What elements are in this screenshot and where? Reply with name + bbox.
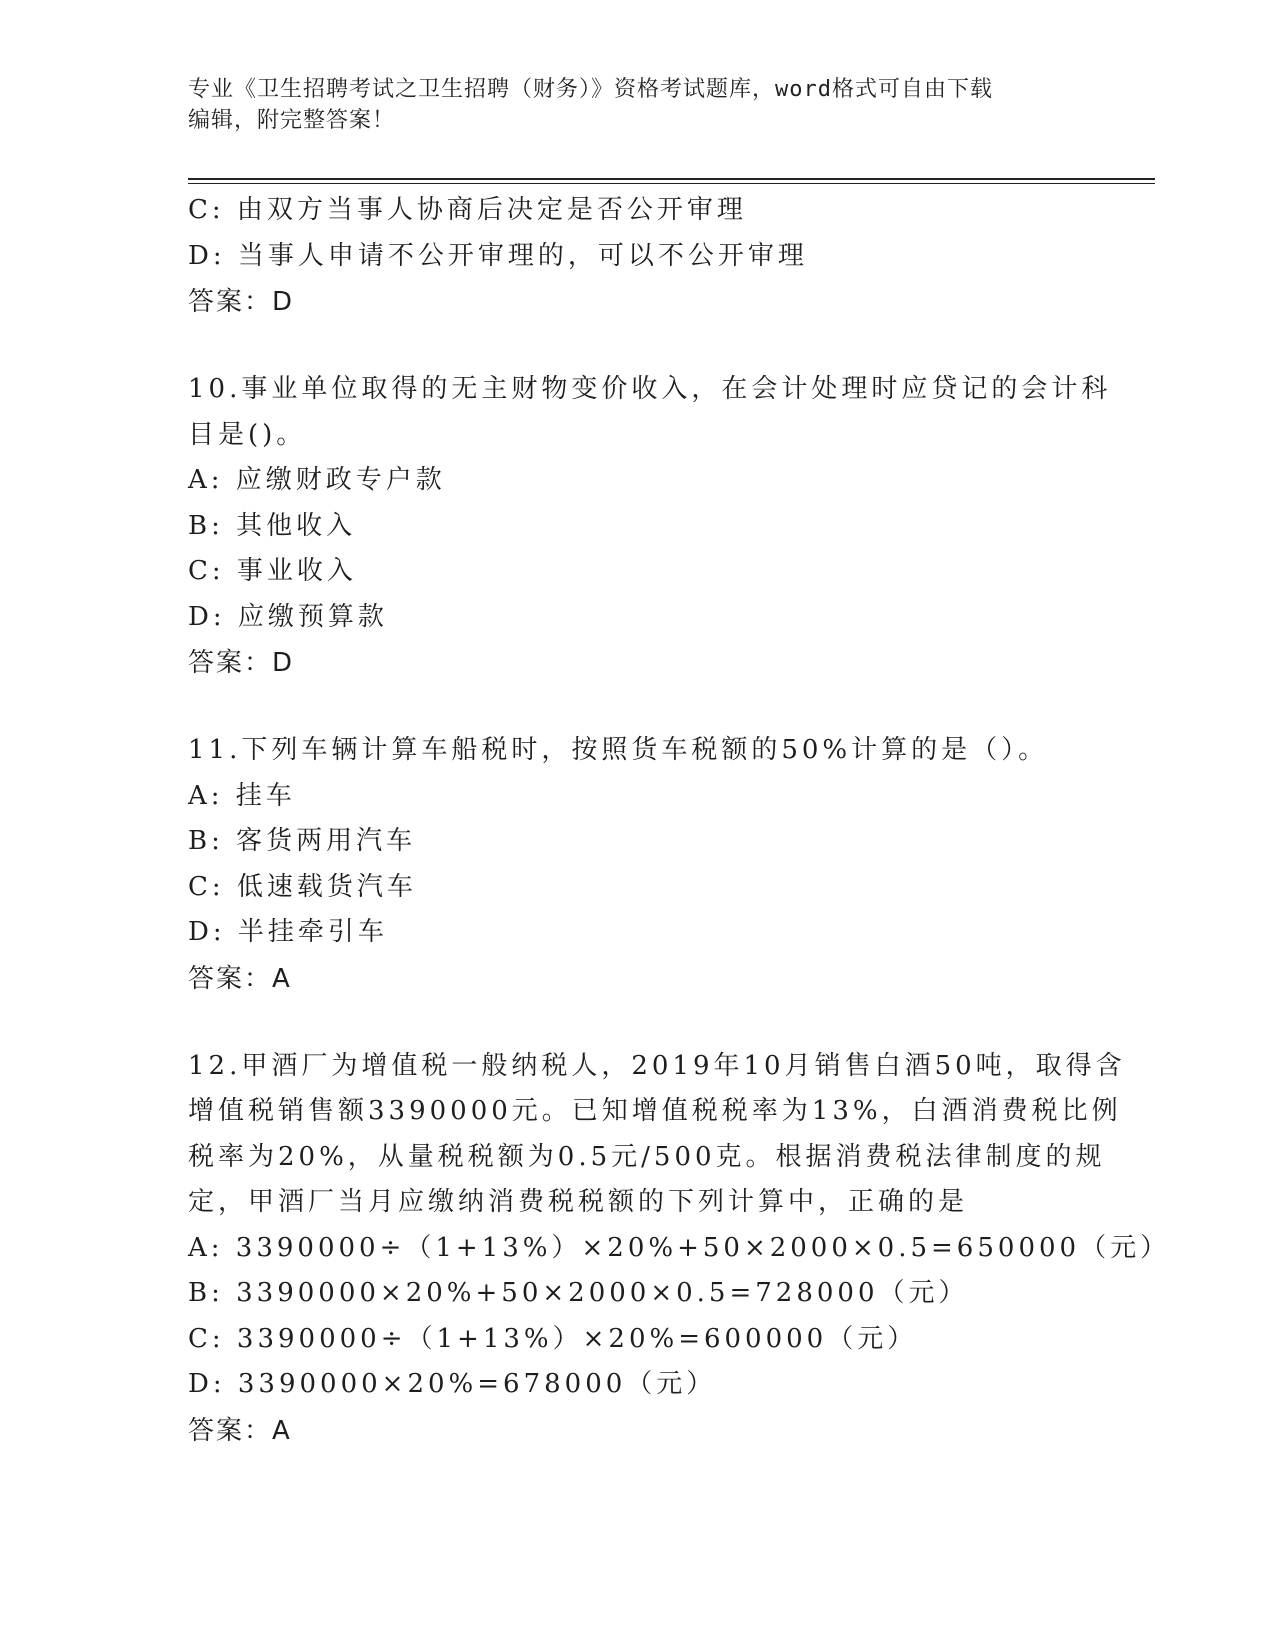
option-a: A: 挂车 — [188, 780, 296, 811]
answer-line: 答案：A — [188, 1415, 292, 1446]
question-12 — [188, 1044, 1171, 1454]
question-10 — [188, 367, 1112, 686]
document-header — [188, 74, 1068, 136]
question-stem: 定，甲酒厂当月应缴纳消费税税额的下列计算中，正确的是 — [188, 1187, 969, 1217]
option-b: B: 其他收入 — [188, 510, 357, 541]
option-c: C: 3390000÷（1+13%）×20%=600000（元） — [188, 1323, 918, 1354]
header-divider-thin — [188, 183, 1155, 184]
option-c: C: 由双方当事人协商后决定是否公开审理 — [188, 195, 747, 225]
option-d: D: 半挂牵引车 — [188, 917, 388, 947]
question-stem: 12.甲酒厂为增值税一般纳税人，2019年10月销售白酒50吨，取得含 — [188, 1050, 1126, 1081]
option-b: B: 客货两用汽车 — [188, 826, 417, 856]
question-9-continued — [188, 188, 1088, 325]
option-d: D: 应缴预算款 — [188, 601, 388, 632]
option-b: B: 3390000×20%+50×2000×0.5=728000（元） — [188, 1278, 969, 1308]
option-a: A: 3390000÷（1+13%）×20%+50×2000×0.5=650000（元） — [188, 1232, 1171, 1263]
answer-line: 答案：D — [188, 648, 295, 678]
option-c: C: 低速载货汽车 — [188, 871, 417, 902]
question-stem: 税率为20%，从量税税额为0.5元/500克。根据消费税法律制度的规 — [188, 1141, 1106, 1172]
answer-line: 答案：D — [188, 287, 295, 317]
option-d: D: 3390000×20%=678000（元） — [188, 1369, 717, 1399]
header-line-1: 专业《卫生招聘考试之卫生招聘（财务）》资格考试题库，word格式可自由下载 — [188, 77, 993, 102]
option-c: C: 事业收入 — [188, 556, 357, 586]
question-11 — [188, 728, 1088, 1002]
header-divider-thick — [188, 178, 1155, 180]
option-a: A: 应缴财政专户款 — [188, 465, 446, 495]
answer-line: 答案：A — [188, 963, 292, 994]
question-stem: 增值税销售额3390000元。已知增值税税率为13%，白酒消费税比例 — [188, 1096, 1122, 1126]
question-stem: 目是()。 — [188, 419, 307, 450]
option-d: D: 当事人申请不公开审理的，可以不公开审理 — [188, 240, 808, 271]
question-stem: 10.事业单位取得的无主财物变价收入，在会计处理时应贷记的会计科 — [188, 374, 1112, 404]
question-list — [188, 188, 1171, 1454]
question-stem: 11.下列车辆计算车船税时，按照货车税额的50%计算的是（）。 — [188, 735, 1049, 765]
header-line-2: 编辑，附完整答案！ — [188, 108, 396, 133]
